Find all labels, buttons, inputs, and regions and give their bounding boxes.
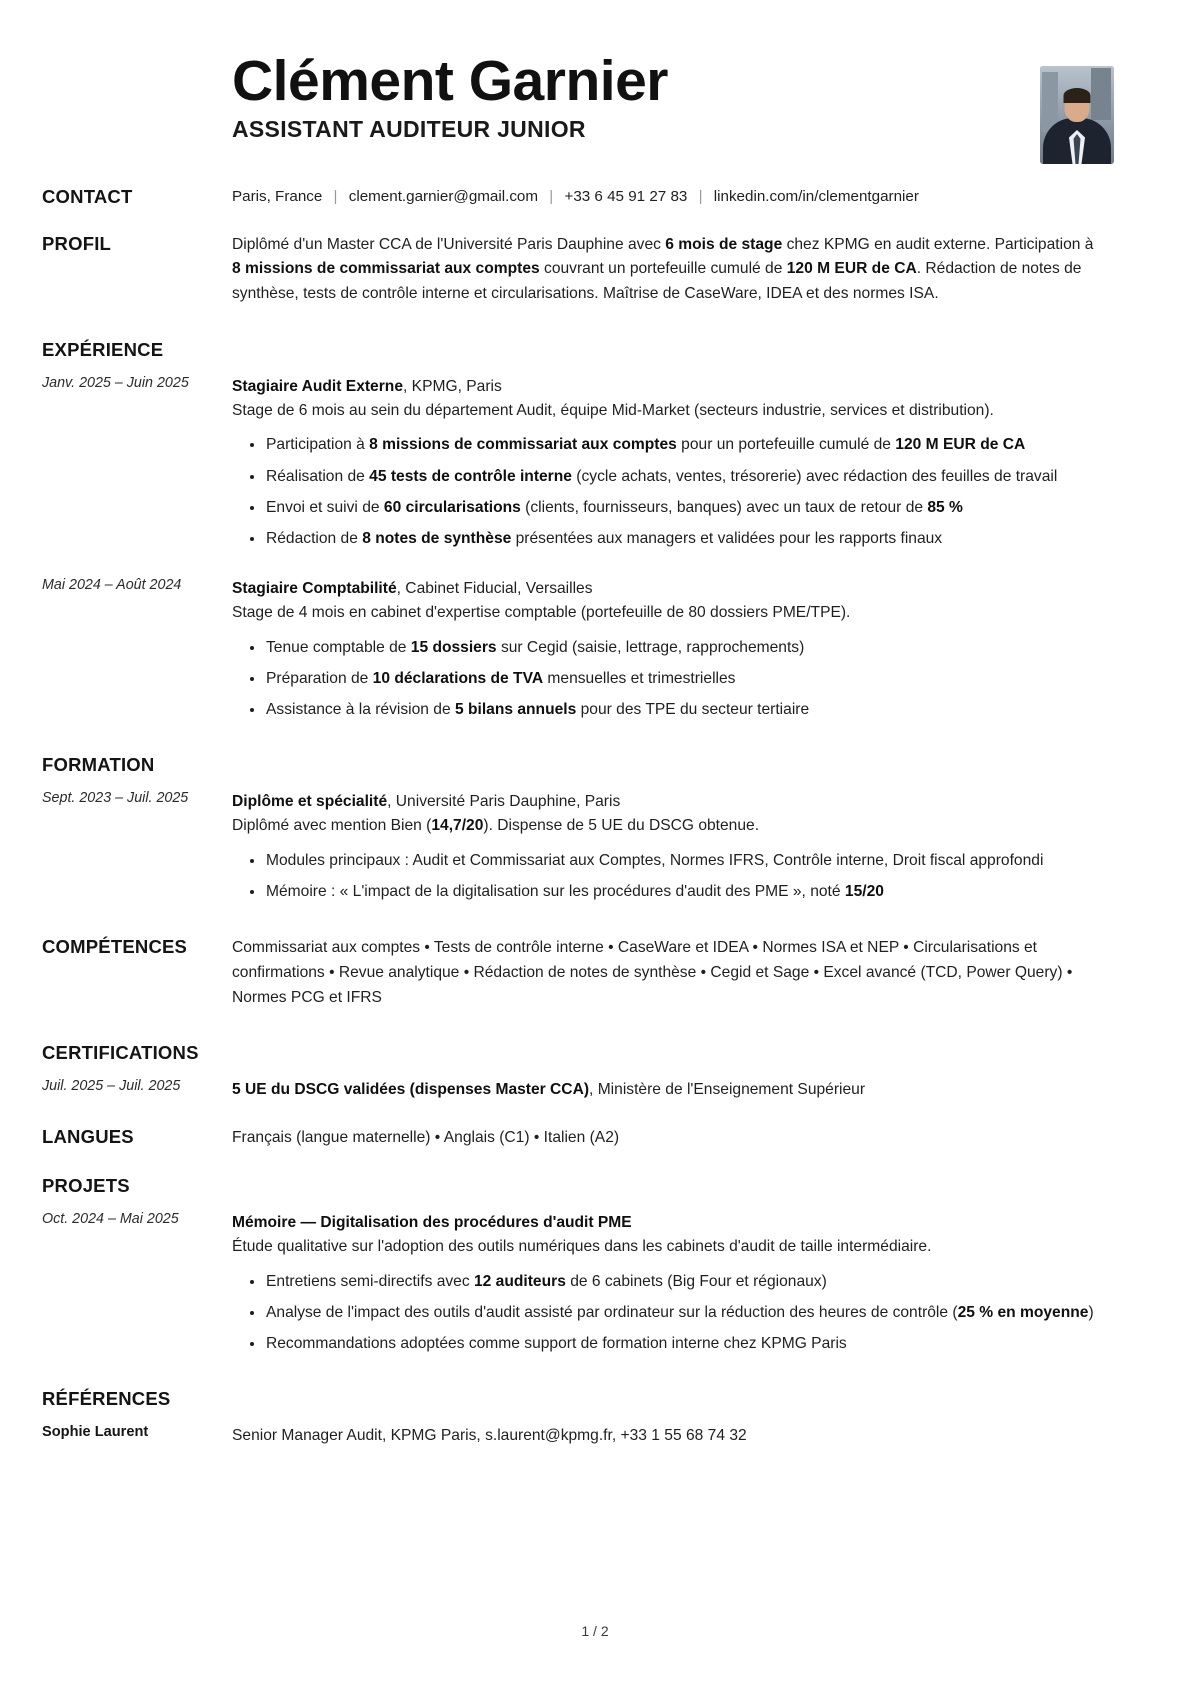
references-label-col	[42, 1388, 232, 1410]
section-title-profil: PROFIL	[42, 232, 112, 254]
entry-title	[232, 1078, 1098, 1102]
entry-date: Mai 2024 – Août 2024	[42, 577, 182, 594]
langues-content	[232, 1126, 1098, 1151]
entry-row	[42, 1211, 1098, 1356]
projets-entries	[42, 1211, 1098, 1356]
portrait-photo	[1040, 66, 1114, 164]
bullet-item: Participation à 8 missions de commissariat aux comptes pour un portefeuille cumulé de 120 M EUR de CA	[266, 433, 1098, 457]
contact-line	[232, 186, 1098, 209]
bullet-item: Recommandations adoptées comme support de formation interne chez KPMG Paris	[266, 1332, 1098, 1356]
profil-label-col	[42, 233, 232, 255]
entry-title-main: Mémoire — Digitalisation des procédures d'audit PME	[232, 1214, 632, 1232]
section-certifications-header	[42, 1042, 1098, 1064]
projets-label-col	[42, 1175, 232, 1197]
section-title-formation: FORMATION	[42, 754, 155, 776]
section-experience-header	[42, 339, 1098, 361]
entry-description: Diplômé avec mention Bien (14,7/20). Dispense de 5 UE du DSCG obtenue.	[232, 817, 760, 835]
entry-title	[232, 375, 1098, 399]
entry-title-main: Stagiaire Comptabilité	[232, 580, 397, 598]
entry-description: Stage de 6 mois au sein du département Audit, équipe Mid-Market (secteurs industrie, services et distribution).	[232, 401, 994, 419]
bullet-item: Mémoire : « L'impact de la digitalisation sur les procédures d'audit des PME », noté 15/20	[266, 880, 1098, 904]
entry-content	[232, 1211, 1098, 1356]
entry-title	[232, 577, 1098, 601]
formation-label-col	[42, 754, 232, 776]
section-title-certifications: CERTIFICATIONS	[42, 1042, 199, 1064]
section-title-references: RÉFÉRENCES	[42, 1388, 171, 1410]
contact-separator-icon: |	[333, 188, 338, 205]
entry-content	[232, 577, 1098, 722]
bullet-item: Réalisation de 45 tests de contrôle interne (cycle achats, ventes, trésorerie) avec rédaction des feuilles de travail	[266, 465, 1098, 489]
entry-bullet-list	[232, 849, 1098, 904]
bullet-item: Tenue comptable de 15 dossiers sur Cegid (saisie, lettrage, rapprochements)	[266, 636, 1098, 660]
reference-content	[232, 1424, 1098, 1449]
bullet-item: Assistance à la révision de 5 bilans annuels pour des TPE du secteur tertiaire	[266, 698, 1098, 722]
contact-linkedin[interactable]: linkedin.com/in/clementgarnier	[713, 188, 919, 205]
competences-label-col	[42, 936, 232, 958]
bullet-item: Entretiens semi-directifs avec 12 auditeurs de 6 cabinets (Big Four et régionaux)	[266, 1270, 1098, 1294]
entry-date: Oct. 2024 – Mai 2025	[42, 1211, 179, 1228]
bullet-item: Modules principaux : Audit et Commissariat aux Comptes, Normes IFRS, Contrôle interne, Droit fiscal approfondi	[266, 849, 1098, 873]
section-projets-header	[42, 1175, 1098, 1197]
entry-content	[232, 1078, 1098, 1102]
section-langues	[42, 1126, 1098, 1151]
competences-text: Commissariat aux comptes • Tests de contrôle interne • CaseWare et IDEA • Normes ISA et NEP • Circularisations et confirmations • Revue analytique • Rédaction de notes de synthèse • Cegid et Sage • Excel avancé (TCD, Power Query) • Normes PCG et IFRS	[232, 939, 1073, 1006]
entry-title-main: Stagiaire Audit Externe	[232, 377, 403, 395]
section-title-langues: LANGUES	[42, 1126, 134, 1148]
references-entries	[42, 1424, 1098, 1449]
section-competences	[42, 936, 1098, 1010]
entry-title-rest: , Université Paris Dauphine, Paris	[387, 793, 621, 811]
contact-email[interactable]: clement.garnier@gmail.com	[348, 188, 539, 205]
entry-description: Étude qualitative sur l'adoption des outils numériques dans les cabinets d'audit de taille intermédiaire.	[232, 1238, 932, 1256]
entry-title-rest: , Ministère de l'Enseignement Supérieur	[589, 1081, 866, 1099]
entry-title-rest: , KPMG, Paris	[403, 377, 502, 395]
section-title-experience: EXPÉRIENCE	[42, 338, 164, 360]
entry-date-col	[42, 1078, 232, 1094]
entry-bullet-list	[232, 433, 1098, 551]
certifications-entries	[42, 1078, 1098, 1102]
entry-date: Sept. 2023 – Juil. 2025	[42, 790, 189, 807]
contact-phone[interactable]: +33 6 45 91 27 83	[564, 188, 688, 205]
page-indicator: 1 / 2	[581, 1623, 609, 1639]
entry-date-col	[42, 375, 232, 391]
formation-entries	[42, 790, 1098, 904]
entry-date-col	[42, 1211, 232, 1227]
entry-title	[232, 1211, 1098, 1235]
section-title-contact: CONTACT	[42, 186, 133, 207]
entry-title-main: Diplôme et spécialité	[232, 793, 388, 811]
competences-content	[232, 936, 1098, 1010]
contact-location: Paris, France	[232, 188, 323, 205]
experience-label-col	[42, 339, 232, 361]
bullet-item: Rédaction de 8 notes de synthèse présentées aux managers et validées pour les rapports finaux	[266, 527, 1098, 551]
reference-name-col	[42, 1424, 232, 1440]
section-formation-header	[42, 754, 1098, 776]
section-references-header	[42, 1388, 1098, 1410]
entry-description: Stage de 4 mois en cabinet d'expertise comptable (portefeuille de 80 dossiers PME/TPE).	[232, 604, 851, 622]
entry-row	[42, 790, 1098, 904]
profil-text: Diplômé d'un Master CCA de l'Université Paris Dauphine avec 6 mois de stage chez KPMG en audit externe. Participation à 8 missions de commissariat aux comptes couvrant un portefeuille cumulé de 120 M EUR de CA. Rédaction de notes de synthèse, tests de contrôle interne et circularisations. Maîtrise de CaseWare, IDEA et des normes ISA.	[232, 235, 1094, 303]
profil-content	[232, 233, 1098, 307]
entry-title-rest: , Cabinet Fiducial, Versailles	[396, 580, 593, 598]
contact-content	[232, 186, 1098, 209]
entry-title-main: 5 UE du DSCG validées (dispenses Master CCA)	[232, 1081, 590, 1099]
contact-label-col	[42, 186, 232, 208]
entry-date-col	[42, 790, 232, 806]
entry-date-col	[42, 577, 232, 593]
reference-detail: Senior Manager Audit, KPMG Paris, s.laurent@kpmg.fr, +33 1 55 68 74 32	[232, 1427, 747, 1445]
section-profil	[42, 233, 1098, 307]
reference-row	[42, 1424, 1098, 1449]
langues-text: Français (langue maternelle) • Anglais (C1) • Italien (A2)	[232, 1129, 620, 1147]
entry-title	[232, 790, 1098, 814]
reference-name: Sophie Laurent	[42, 1424, 149, 1441]
entry-content	[232, 375, 1098, 551]
bullet-item: Préparation de 10 déclarations de TVA mensuelles et trimestrielles	[266, 667, 1098, 691]
contact-separator-icon: |	[698, 188, 703, 205]
candidate-job-title: ASSISTANT AUDITEUR JUNIOR	[232, 115, 586, 142]
section-contact	[42, 186, 1098, 209]
bullet-item: Envoi et suivi de 60 circularisations (clients, fournisseurs, banques) avec un taux de retour de 85 %	[266, 496, 1098, 520]
langues-label-col	[42, 1126, 232, 1148]
section-title-competences: COMPÉTENCES	[42, 936, 188, 958]
contact-separator-icon: |	[549, 188, 554, 205]
bullet-item: Analyse de l'impact des outils d'audit assisté par ordinateur sur la réduction des heures de contrôle (25 % en moyenne)	[266, 1301, 1098, 1325]
entry-date: Juil. 2025 – Juil. 2025	[42, 1078, 181, 1095]
certifications-label-col	[42, 1042, 232, 1064]
entry-row	[42, 1078, 1098, 1102]
entry-bullet-list	[232, 636, 1098, 722]
section-title-projets: PROJETS	[42, 1175, 130, 1197]
entry-content	[232, 790, 1098, 904]
entry-date: Janv. 2025 – Juin 2025	[42, 374, 189, 391]
resume-header	[42, 49, 1098, 172]
entry-bullet-list	[232, 1270, 1098, 1356]
candidate-name: Clément Garnier	[232, 49, 668, 113]
experience-entries	[42, 375, 1098, 723]
entry-row	[42, 577, 1098, 722]
entry-row	[42, 375, 1098, 551]
